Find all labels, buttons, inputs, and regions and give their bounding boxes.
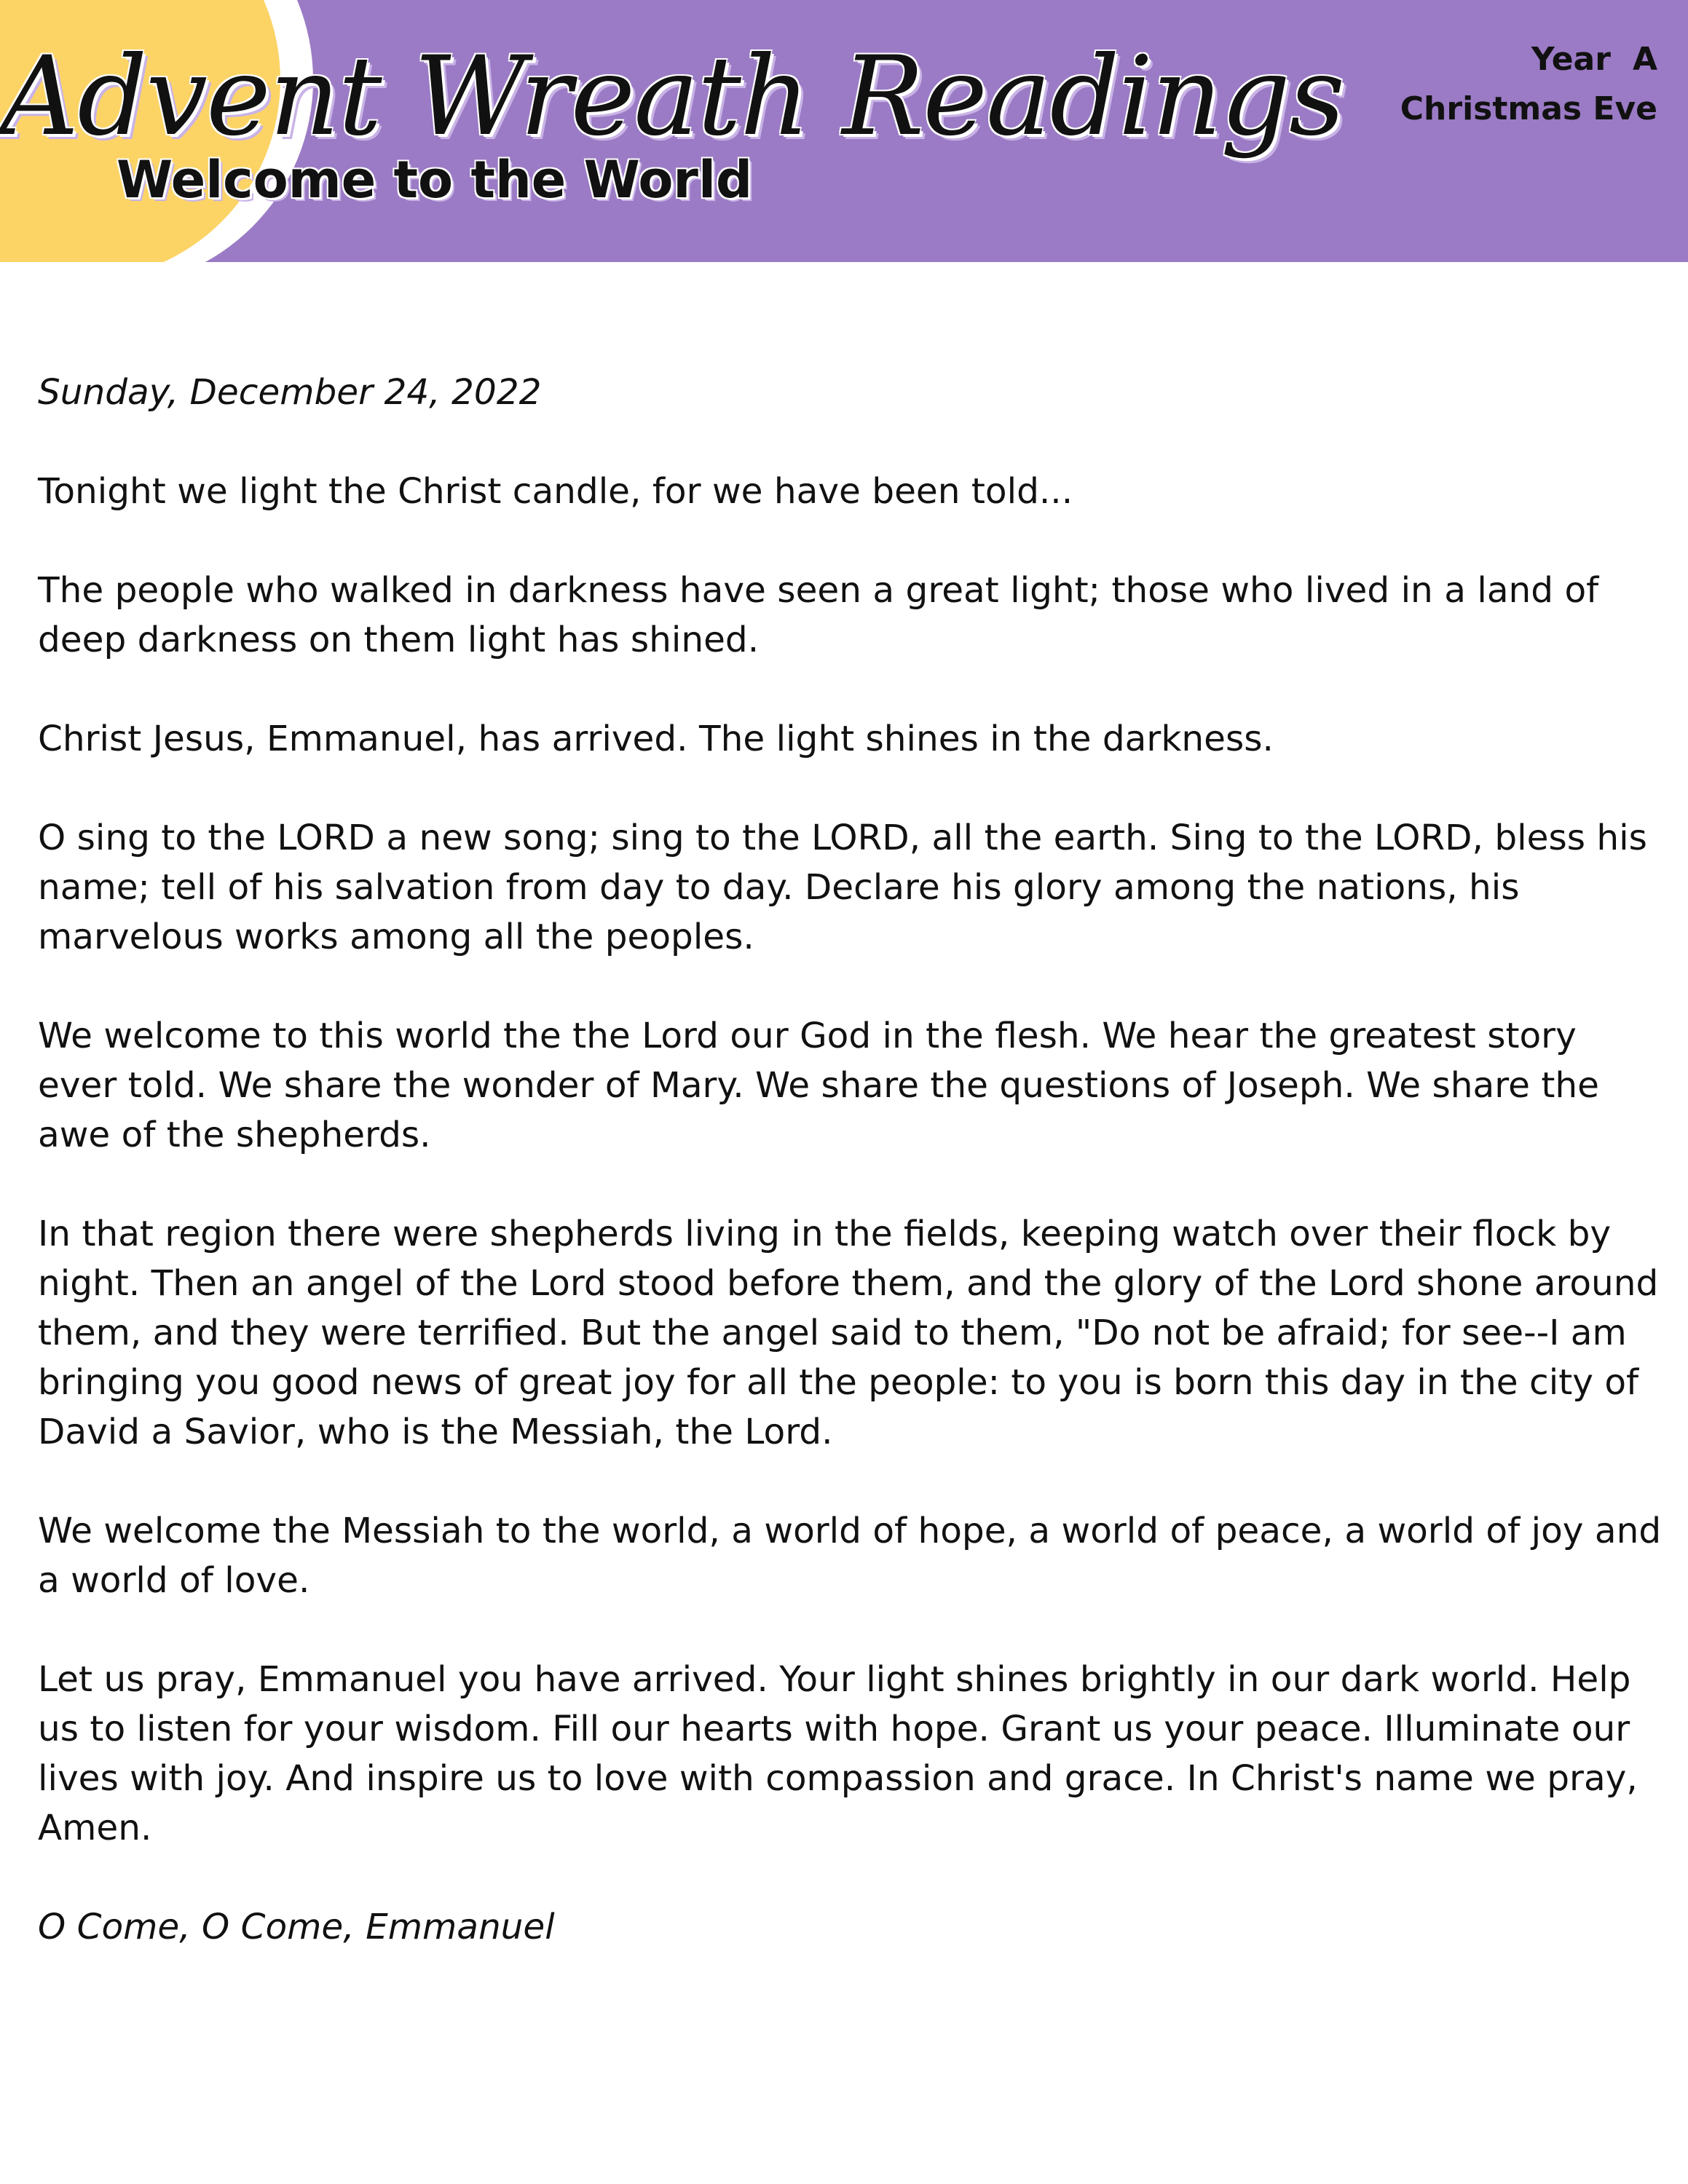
reading-paragraph-3: Christ Jesus, Emmanuel, has arrived. The light shines in the darkness. bbox=[38, 719, 1274, 759]
page-subtitle: Welcome to the World bbox=[117, 150, 753, 210]
reading-paragraph-2: The people who walked in darkness have seen a great light; those who lived in a land of deep darkness on them light has shined. bbox=[38, 570, 1599, 660]
reading-paragraph-7: We welcome the Messiah to the world, a world of hope, a world of peace, a world of joy and a world of love. bbox=[38, 1511, 1662, 1601]
reading-date: Sunday, December 24, 2022 bbox=[38, 372, 542, 413]
reading-paragraph-8: Let us pray, Emmanuel you have arrived. Your light shines brightly in our dark world. Help us to listen for your wisdom. Fill our hearts with hope. Grant us your peace. Illuminate our lives with joy. And inspire us to love with compassion and grace. In Christ's name we pray, Amen. bbox=[38, 1659, 1638, 1848]
header-meta bbox=[1400, 35, 1657, 134]
year-label: Year bbox=[1531, 41, 1611, 78]
reading-paragraph-6: In that region there were shepherds living in the fields, keeping watch over their flock by night. Then an angel of the Lord stood before them, and the glory of the Lord shone around them, and they were terrified. But the angel said to them, "Do not be afraid; for see--I am bringing you good news of great joy for all the people: to you is born this day in the city of David a Savior, who is the Messiah, the Lord. bbox=[38, 1214, 1659, 1452]
header-banner bbox=[0, 0, 1688, 262]
reading-body bbox=[38, 368, 1662, 2001]
year-line bbox=[1400, 35, 1657, 84]
hymn-title: O Come, O Come, Emmanuel bbox=[38, 1907, 555, 1947]
reading-paragraph-5: We welcome to this world the the Lord our God in the flesh. We hear the greatest story ever told. We share the wonder of Mary. We share the questions of Joseph. We share the awe of the shepherds. bbox=[38, 1016, 1599, 1155]
reading-paragraph-1: Tonight we light the Christ candle, for we have been told... bbox=[38, 471, 1073, 512]
reading-paragraph-4: O sing to the LORD a new song; sing to the LORD, all the earth. Sing to the LORD, bless his name; tell of his salvation from day to day. Declare his glory among the nations, his marvelous works among all the peoples. bbox=[38, 818, 1647, 957]
page-title: Advent Wreath Readings bbox=[0, 33, 1344, 160]
year-value: A bbox=[1632, 41, 1657, 78]
occasion-label: Christmas Eve bbox=[1400, 90, 1657, 127]
